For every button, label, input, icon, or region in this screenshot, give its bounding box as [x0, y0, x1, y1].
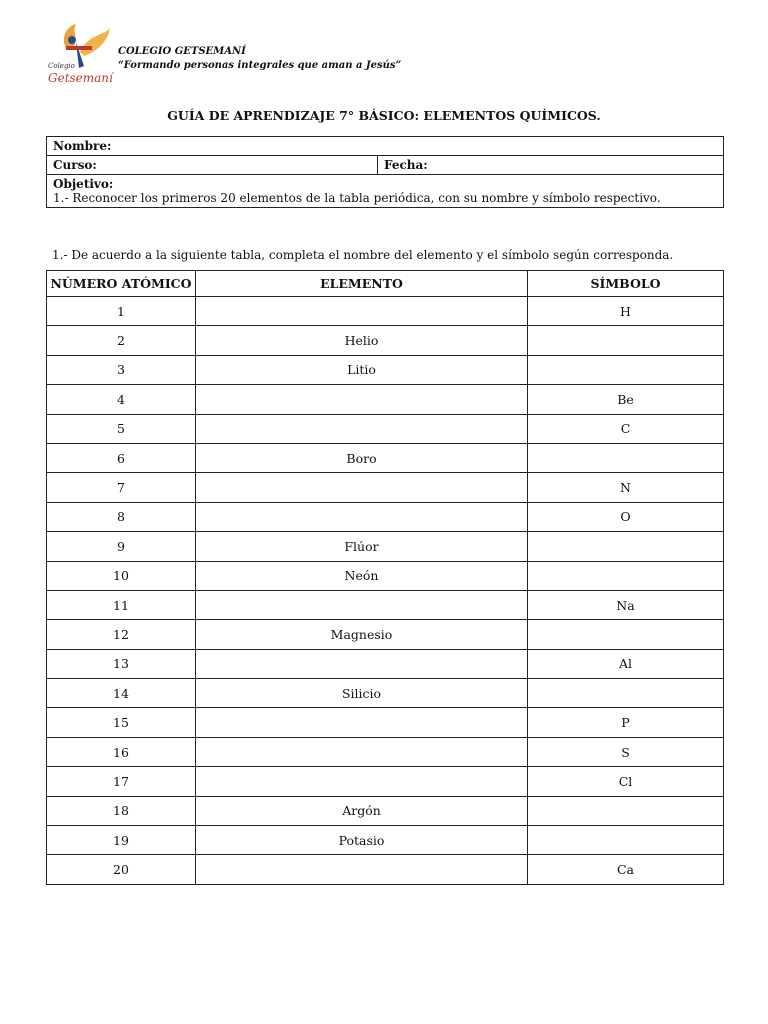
- atomic-number-cell: 4: [47, 385, 196, 414]
- name-field[interactable]: Nombre:: [47, 137, 724, 156]
- atomic-number-cell: 16: [47, 737, 196, 766]
- element-cell[interactable]: Magnesio: [196, 620, 528, 649]
- table-row: [47, 679, 724, 708]
- element-cell[interactable]: Flúor: [196, 532, 528, 561]
- atomic-number-cell: 19: [47, 826, 196, 855]
- atomic-number-cell: 5: [47, 414, 196, 443]
- symbol-cell[interactable]: Be: [528, 385, 724, 414]
- symbol-cell[interactable]: C: [528, 414, 724, 443]
- table-row: [47, 649, 724, 678]
- symbol-cell[interactable]: [528, 532, 724, 561]
- symbol-cell[interactable]: [528, 561, 724, 590]
- element-cell[interactable]: Litio: [196, 355, 528, 384]
- symbol-cell[interactable]: Ca: [528, 855, 724, 884]
- atomic-number-cell: 2: [47, 326, 196, 355]
- table-row: [47, 620, 724, 649]
- symbol-cell[interactable]: H: [528, 297, 724, 326]
- symbol-cell[interactable]: [528, 679, 724, 708]
- date-field[interactable]: Fecha:: [378, 156, 724, 175]
- element-cell[interactable]: [196, 590, 528, 619]
- atomic-number-cell: 20: [47, 855, 196, 884]
- atomic-number-cell: 10: [47, 561, 196, 590]
- instruction-text: 1.- De acuerdo a la siguiente tabla, completa el nombre del elemento y el símbolo según corresponda.: [52, 248, 674, 262]
- symbol-cell[interactable]: O: [528, 502, 724, 531]
- symbol-cell[interactable]: [528, 620, 724, 649]
- svg-text:Getsemaní: Getsemaní: [48, 71, 113, 85]
- header-element: ELEMENTO: [196, 271, 528, 297]
- school-motto: “Formando personas integrales que aman a Jesús”: [118, 60, 402, 71]
- table-row: [47, 826, 724, 855]
- header-symbol: SÍMBOLO: [528, 271, 724, 297]
- objective-text: 1.- Reconocer los primeros 20 elementos de la tabla periódica, con su nombre y símbolo respectivo.: [53, 191, 661, 205]
- symbol-cell[interactable]: [528, 443, 724, 472]
- table-row: [47, 326, 724, 355]
- element-cell[interactable]: [196, 414, 528, 443]
- atomic-number-cell: 6: [47, 443, 196, 472]
- element-cell[interactable]: [196, 649, 528, 678]
- atomic-number-cell: 8: [47, 502, 196, 531]
- atomic-number-cell: 12: [47, 620, 196, 649]
- symbol-cell[interactable]: Al: [528, 649, 724, 678]
- table-row: [47, 737, 724, 766]
- table-row: [47, 561, 724, 590]
- svg-text:Colegio: Colegio: [48, 62, 75, 70]
- element-cell[interactable]: Argón: [196, 796, 528, 825]
- objective-cell: [47, 175, 724, 208]
- atomic-number-cell: 1: [47, 297, 196, 326]
- objective-label: Objetivo:: [53, 177, 114, 191]
- table-row: [47, 855, 724, 884]
- symbol-cell[interactable]: Na: [528, 590, 724, 619]
- element-cell[interactable]: [196, 855, 528, 884]
- symbol-cell[interactable]: [528, 355, 724, 384]
- symbol-cell[interactable]: [528, 826, 724, 855]
- table-row: [47, 385, 724, 414]
- symbol-cell[interactable]: P: [528, 708, 724, 737]
- atomic-number-cell: 15: [47, 708, 196, 737]
- atomic-number-cell: 18: [47, 796, 196, 825]
- course-field[interactable]: Curso:: [47, 156, 378, 175]
- element-cell[interactable]: Helio: [196, 326, 528, 355]
- symbol-cell[interactable]: [528, 326, 724, 355]
- element-cell[interactable]: Potasio: [196, 826, 528, 855]
- table-row: [47, 767, 724, 796]
- table-row: [47, 443, 724, 472]
- atomic-number-cell: 13: [47, 649, 196, 678]
- element-cell[interactable]: [196, 708, 528, 737]
- table-row: [47, 532, 724, 561]
- atomic-number-cell: 14: [47, 679, 196, 708]
- element-cell[interactable]: Boro: [196, 443, 528, 472]
- table-row: [47, 708, 724, 737]
- atomic-number-cell: 9: [47, 532, 196, 561]
- element-cell[interactable]: [196, 297, 528, 326]
- element-cell[interactable]: [196, 473, 528, 502]
- symbol-cell[interactable]: Cl: [528, 767, 724, 796]
- symbol-cell[interactable]: N: [528, 473, 724, 502]
- atomic-number-cell: 11: [47, 590, 196, 619]
- table-row: [47, 414, 724, 443]
- symbol-cell[interactable]: S: [528, 737, 724, 766]
- school-name: COLEGIO GETSEMANÍ: [118, 46, 246, 57]
- element-cell[interactable]: [196, 767, 528, 796]
- table-row: [47, 590, 724, 619]
- atomic-number-cell: 7: [47, 473, 196, 502]
- element-cell[interactable]: [196, 385, 528, 414]
- element-cell[interactable]: [196, 502, 528, 531]
- atomic-number-cell: 17: [47, 767, 196, 796]
- symbol-cell[interactable]: [528, 796, 724, 825]
- student-info-table: [46, 136, 724, 208]
- page-title: GUÍA DE APRENDIZAJE 7° BÁSICO: ELEMENTOS QUÍMICOS.: [167, 108, 601, 123]
- atomic-number-cell: 3: [47, 355, 196, 384]
- table-row: [47, 355, 724, 384]
- elements-table: [46, 270, 724, 885]
- table-row: [47, 796, 724, 825]
- header-atomic-number: NÚMERO ATÓMICO: [47, 271, 196, 297]
- element-cell[interactable]: Silicio: [196, 679, 528, 708]
- school-logo: [46, 22, 114, 90]
- table-row: [47, 297, 724, 326]
- table-row: [47, 473, 724, 502]
- element-cell[interactable]: Neón: [196, 561, 528, 590]
- element-cell[interactable]: [196, 737, 528, 766]
- school-header: [46, 22, 426, 92]
- table-row: [47, 502, 724, 531]
